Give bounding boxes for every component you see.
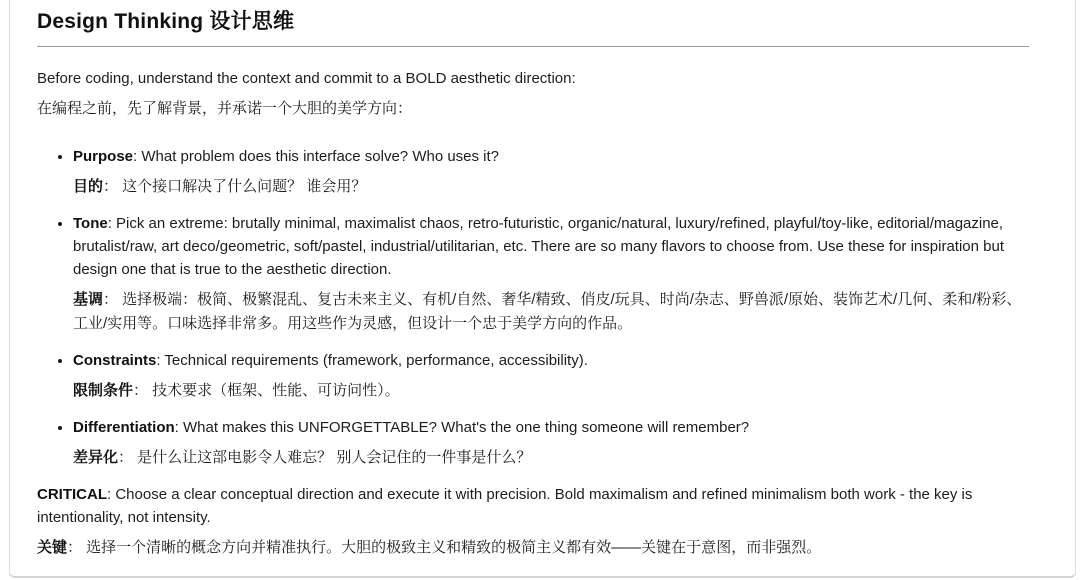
tone-term-zh: 基调	[73, 291, 104, 308]
purpose-text-en	[73, 145, 1029, 168]
list-item-constraints	[73, 349, 1029, 403]
constraints-rest-zh: ： 技术要求（框架、性能、可访问性）。	[133, 382, 400, 399]
design-principles-list	[37, 145, 1029, 470]
constraints-term-zh: 限制条件	[73, 382, 134, 399]
constraints-term-en: Constraints	[73, 352, 157, 369]
list-item-purpose	[73, 145, 1029, 199]
tone-rest-en: : Pick an extreme: brutally minimal, maximalist chaos, retro-futuristic, organic/natural, luxury/refined, playful/toy-like, editorial/magazine, brutalist/raw, art deco/geometric, soft/pastel, industrial/utilitarian, etc. There are so many flavors to choose from. Use these for inspiration but design one that is true to the aesthetic direction.	[73, 215, 1004, 278]
constraints-text-en	[73, 349, 1029, 372]
title-divider	[37, 46, 1029, 47]
differentiation-term-en: Differentiation	[73, 419, 175, 436]
document-card	[9, 0, 1076, 578]
differentiation-text-en	[73, 416, 1029, 439]
differentiation-term-zh: 差异化	[73, 449, 119, 466]
constraints-rest-en: : Technical requirements (framework, performance, accessibility).	[156, 352, 588, 369]
differentiation-rest-zh: ： 是什么让这部电影令人难忘？ 别人会记住的一件事是什么？	[118, 449, 532, 466]
purpose-rest-en: : What problem does this interface solve? Who uses it?	[133, 148, 500, 165]
tone-text-zh	[73, 288, 1029, 336]
purpose-rest-zh: ： 这个接口解决了什么问题？ 谁会用？	[103, 178, 367, 195]
critical-rest-zh: ： 选择一个清晰的概念方向并精准执行。大胆的极致主义和精致的极简主义都有效——关键在于意图，而非强烈。	[67, 539, 822, 556]
intro-paragraph-en: Before coding, understand the context and commit to a BOLD aesthetic direction:	[37, 70, 576, 87]
critical-term-en: CRITICAL	[37, 486, 107, 503]
tone-text-en	[73, 212, 1029, 281]
purpose-text-zh	[73, 175, 1029, 199]
page-title: Design Thinking 设计思维	[37, 10, 295, 33]
purpose-term-en: Purpose	[73, 148, 134, 165]
list-item-tone	[73, 212, 1029, 336]
differentiation-text-zh	[73, 446, 1029, 470]
differentiation-rest-en: : What makes this UNFORGETTABLE? What's the one thing someone will remember?	[174, 419, 750, 436]
tone-rest-zh: ： 选择极端：极简、极繁混乱、复古未来主义、有机/自然、奢华/精致、俏皮/玩具、时尚/杂志、野兽派/原始、装饰艺术/几何、柔和/粉彩、工业/实用等。口味选择非常多。用这些作为灵感，但设计一个忠于美学方向的作品。	[73, 291, 1022, 332]
list-item-differentiation	[73, 416, 1029, 470]
critical-paragraph-zh	[37, 536, 1029, 560]
critical-rest-en: : Choose a clear conceptual direction and execute it with precision. Bold maximalism and refined minimalism both work - the key is intentionality, not intensity.	[37, 486, 973, 526]
critical-paragraph-en	[37, 483, 1029, 529]
critical-term-zh: 关键	[37, 539, 68, 556]
intro-paragraph-zh: 在编程之前，先了解背景，并承诺一个大胆的美学方向：	[37, 100, 413, 117]
constraints-text-zh	[73, 379, 1029, 403]
tone-term-en: Tone	[73, 215, 108, 232]
purpose-term-zh: 目的	[73, 178, 104, 195]
